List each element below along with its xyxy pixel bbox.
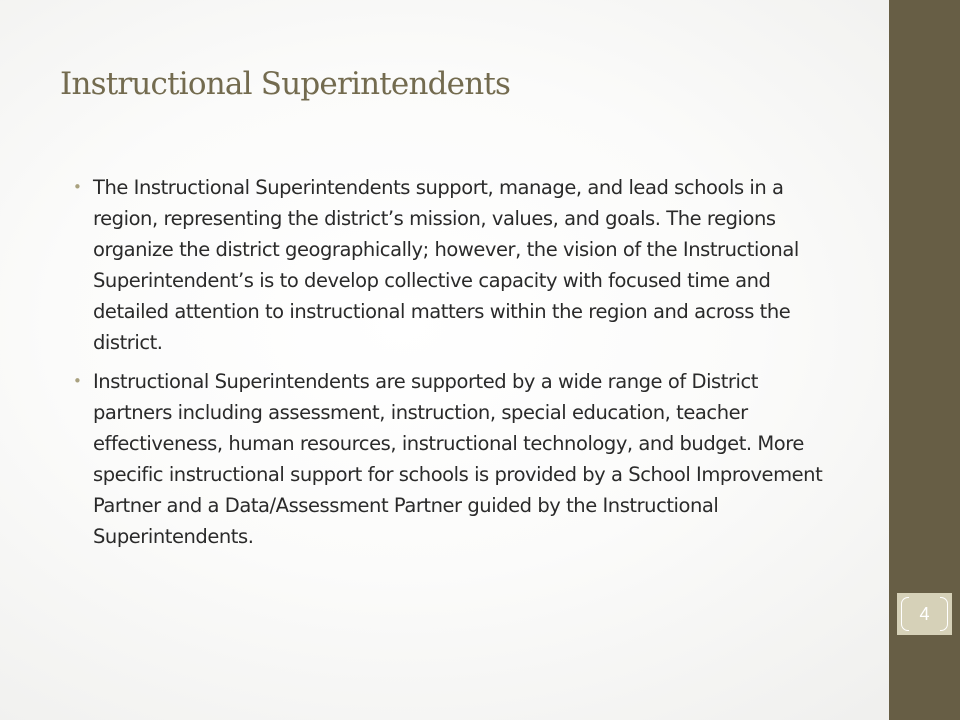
bullet-text-1: The Instructional Superintendents support, manage, and lead schools in a region, representing the district’s mission, values, and goals. The regions organize the district geographically; however, the vision of the Instructional Superintendent’s is to develop collective capacity with focused time and detailed attention to instructional matters within the region and across the district. (93, 176, 799, 354)
bullet-list (73, 172, 833, 560)
decorative-sidebar (889, 0, 960, 720)
bullet-item-2 (73, 366, 833, 552)
slide-title: Instructional Superintendents (60, 66, 511, 102)
bullet-item-1 (73, 172, 833, 358)
slide-number-box (897, 593, 952, 635)
bullet-point-icon: • (73, 372, 82, 390)
slide-number: 4 (919, 604, 930, 624)
bullet-point-icon: • (73, 178, 82, 196)
bullet-text-2: Instructional Superintendents are supported by a wide range of District partners including assessment, instruction, special education, teacher effectiveness, human resources, instructional technology, and budget. More specific instructional support for schools is provided by a School Improvement Partner and a Data/Assessment Partner guided by the Instructional Superintendents. (93, 370, 823, 548)
